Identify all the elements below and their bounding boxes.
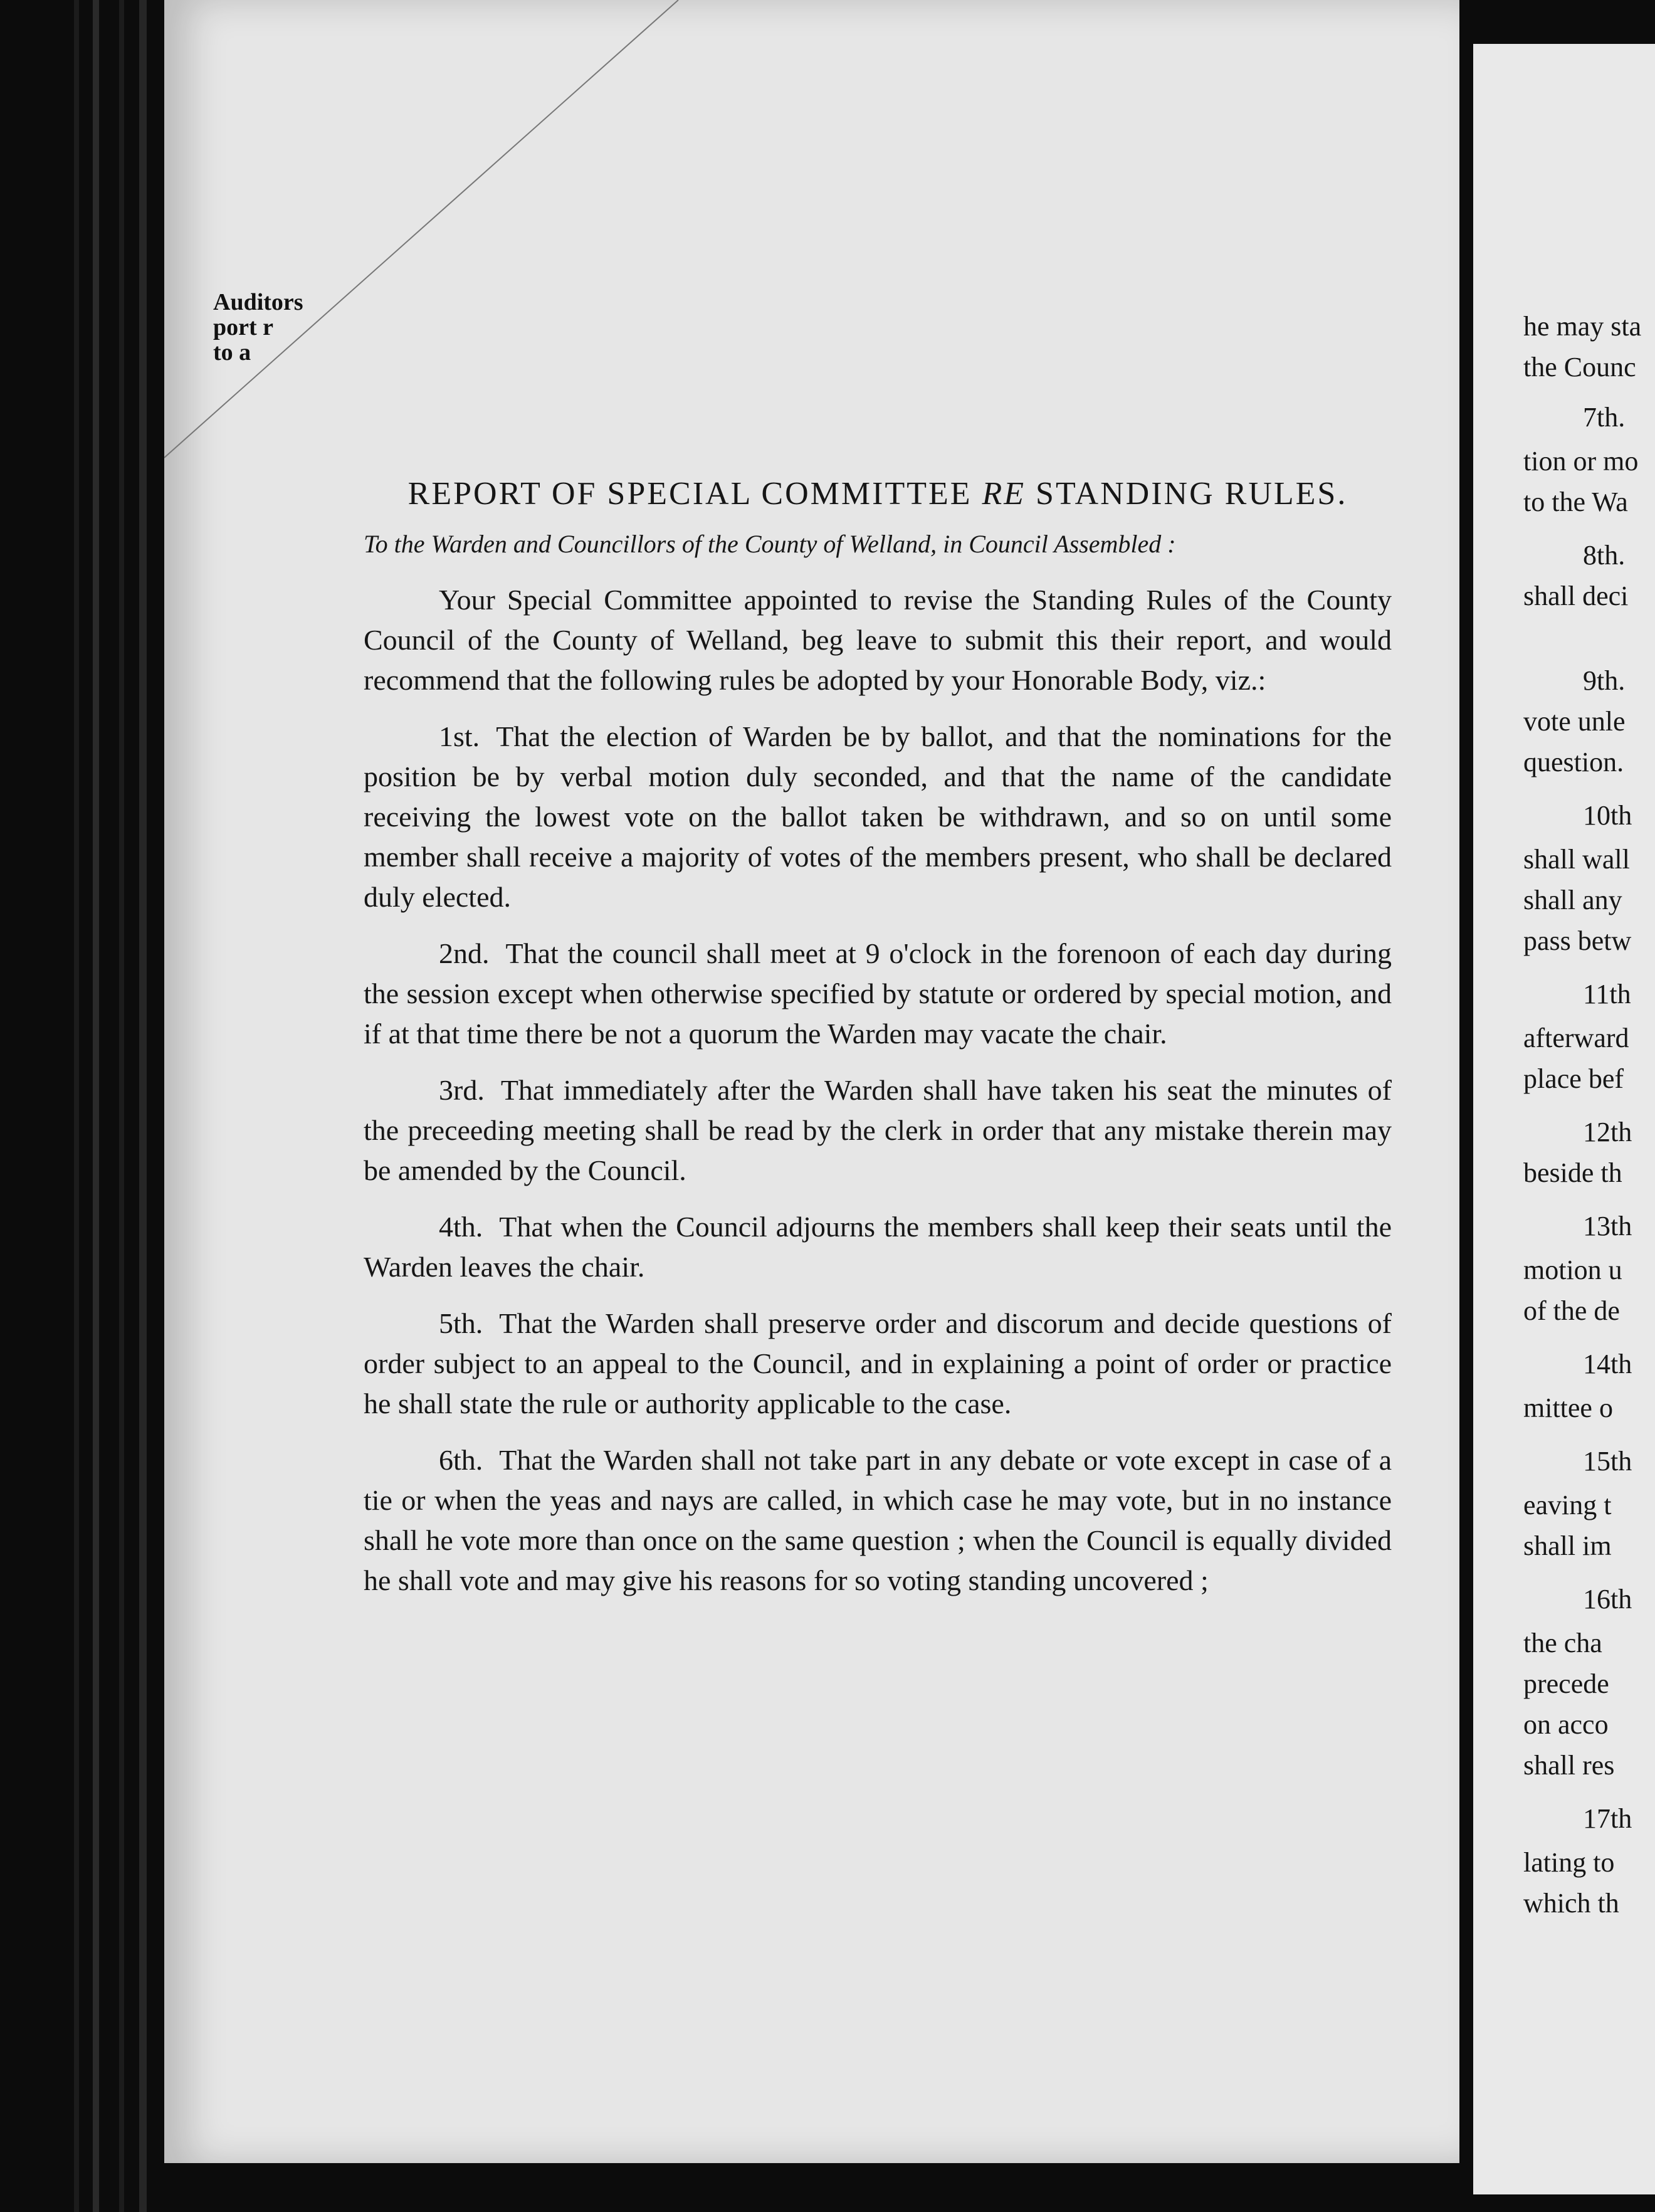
rule-paragraph [364, 1304, 1392, 1424]
title-re: RE [982, 476, 1026, 512]
facing-page-line: on acco [1523, 1709, 1609, 1740]
rule-paragraph [364, 1440, 1392, 1601]
facing-page-line: eaving t [1523, 1490, 1612, 1520]
facing-page-line: to the Wa [1523, 487, 1628, 517]
rule-paragraph [364, 1070, 1392, 1191]
facing-page-line: shall deci [1523, 581, 1629, 611]
rule-text: That the Warden shall not take part in any debate or vote except in case of a tie or when the yeas and nays are called, in which case he may vote, but in no instance shall he vote more than once on the same question ; when the Council is equally divided he shall vote and may give his reasons for so voting standing uncovered ; [364, 1444, 1392, 1596]
facing-page-line: motion u [1523, 1255, 1622, 1285]
book-spine-edge [93, 0, 99, 2212]
title-part-2: STANDING RULES. [1036, 476, 1348, 512]
facing-page-line: question. [1523, 747, 1624, 777]
facing-page-line: 15th [1583, 1446, 1632, 1477]
rule-text: That when the Council adjourns the members shall keep their seats until the Warden leaves the chair. [364, 1211, 1392, 1283]
rule-paragraph [364, 934, 1392, 1054]
rule-number: 3rd. [439, 1074, 485, 1106]
facing-page-line: the cha [1523, 1628, 1602, 1658]
margin-note-line: port r [213, 314, 274, 340]
title-part-1: REPORT OF SPECIAL COMMITTEE [407, 476, 972, 512]
facing-page-line: 13th [1583, 1211, 1632, 1241]
facing-page-line: 14th [1583, 1349, 1632, 1379]
rule-paragraph [364, 717, 1392, 917]
facing-page-line: tion or mo [1523, 446, 1639, 477]
facing-page-line: place bef [1523, 1063, 1624, 1094]
rule-number: 6th. [439, 1444, 483, 1476]
margin-note [213, 290, 303, 365]
facing-page-line: vote unle [1523, 706, 1626, 737]
facing-page-line: 17th [1583, 1803, 1632, 1834]
facing-page-line: shall wall [1523, 844, 1630, 875]
intro-paragraph: Your Special Committee appointed to revise the Standing Rules of the County Council of the County of Welland, beg leave to submit this their report, and would recommend that the following rules be adopted by your Honorable Body, viz.: [364, 584, 1392, 696]
facing-page-line: 10th [1583, 800, 1632, 831]
facing-page-line: shall any [1523, 885, 1622, 915]
rule-number: 4th. [439, 1211, 483, 1243]
facing-page-line: he may sta [1523, 311, 1642, 342]
rule-number: 1st. [439, 720, 480, 752]
facing-page-line: the Counc [1523, 352, 1636, 382]
facing-page-line: 12th [1583, 1117, 1632, 1147]
book-spine-edge [74, 0, 79, 2212]
facing-page-line: shall im [1523, 1530, 1612, 1561]
rule-paragraph [364, 1207, 1392, 1287]
book-spine-edge [139, 0, 147, 2212]
page-fold-line [164, 0, 703, 464]
facing-page-line: 11th [1583, 979, 1631, 1009]
report-body [364, 473, 1392, 1617]
salutation: To the Warden and Councillors of the County of Welland, in Council Assembled : [364, 530, 1176, 558]
rule-text: That immediately after the Warden shall have taken his seat the minutes of the preceeding meeting shall be read by the clerk in order that any mistake therein may be amended by the Council. [364, 1074, 1392, 1186]
book-spine-edge [119, 0, 124, 2212]
facing-page-line: 8th. [1583, 540, 1626, 571]
facing-page [1473, 44, 1655, 2194]
report-title [364, 473, 1392, 515]
margin-note-line: Auditors [213, 289, 303, 315]
margin-note-line: to a [213, 339, 251, 366]
facing-page-line: precede [1523, 1668, 1609, 1699]
rule-text: That the council shall meet at 9 o'clock in the forenoon of each day during the session except when otherwise specified by statute or ordered by special motion, and if at that time there be not a quorum the Warden may vacate the chair. [364, 937, 1392, 1050]
facing-page-line: 16th [1583, 1584, 1632, 1614]
rule-text: That the Warden shall preserve order and discorum and decide questions of order subject to an appeal to the Council, and in explaining a point of order or practice he shall state the rule or authority applicable to the case. [364, 1307, 1392, 1419]
facing-page-line: which th [1523, 1888, 1619, 1919]
rule-number: 5th. [439, 1307, 483, 1339]
rule-number: 2nd. [439, 937, 490, 969]
facing-page-line: of the de [1523, 1295, 1620, 1326]
facing-page-line: shall res [1523, 1750, 1615, 1781]
facing-page-line: lating to [1523, 1847, 1615, 1878]
facing-page-line: 9th. [1583, 665, 1626, 696]
facing-page-line: beside th [1523, 1157, 1622, 1188]
facing-page-line: mittee o [1523, 1393, 1613, 1423]
facing-page-line: pass betw [1523, 925, 1632, 956]
rule-text: That the election of Warden be by ballot, and that the nominations for the position be by verbal motion duly seconded, and that the name of the candidate receiving the lowest vote on the ballot taken be withdrawn, and so on until some member shall receive a majority of votes of the members present, who shall be declared duly elected. [364, 720, 1392, 913]
facing-page-line: 7th. [1583, 402, 1626, 433]
facing-page-line: afterward [1523, 1023, 1629, 1053]
